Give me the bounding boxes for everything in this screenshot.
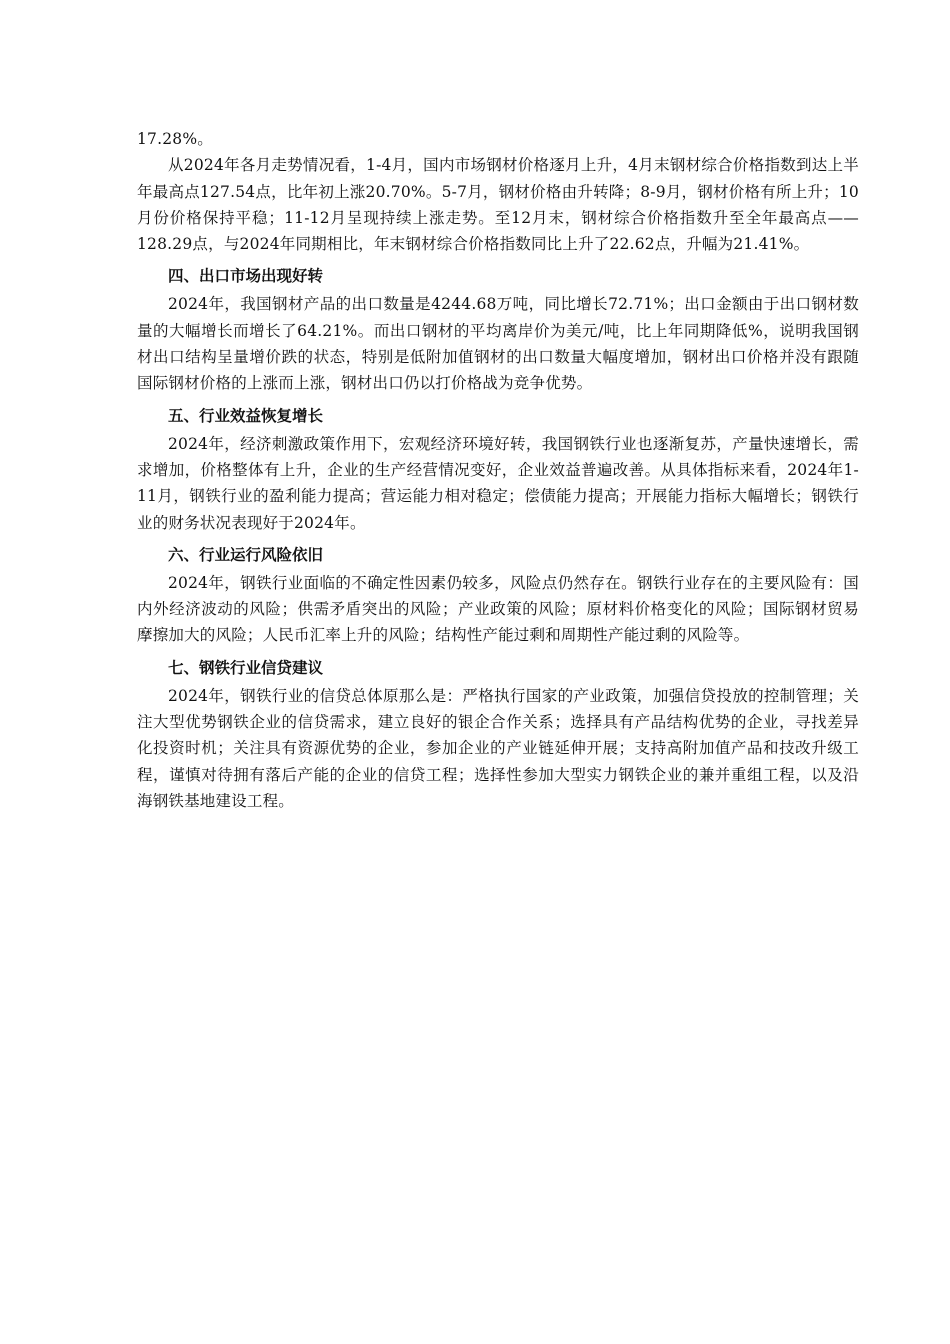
- section-body-profit: 2024年，经济刺激政策作用下，宏观经济环境好转，我国钢铁行业也逐渐复苏，产量快速增长，需求增加，价格整体有上升，企业的生产经营情况变好，企业效益普遍改善。从具体指标来看，2024年1-11月，钢铁行业的盈利能力提高；营运能力相对稳定；偿债能力提高；开展能力指标大幅增长；钢铁行业的财务状况表现好于2024年。: [137, 434, 859, 532]
- section-heading-profit: 五、行业效益恢复增长: [168, 406, 324, 425]
- section-heading-credit: 七、钢铁行业信贷建议: [168, 658, 324, 677]
- document-page: [137, 126, 859, 814]
- continued-paragraph: 17.28%。: [137, 130, 214, 148]
- price-trend-paragraph: 从2024年各月走势情况看，1-4月，国内市场钢材价格逐月上升，4月末钢材综合价格指数到达上半年最高点127.54点，比年初上涨20.70%。5-7月，钢材价格由升转降；8-9月，钢材价格有所上升；10月份价格保持平稳；11-12月呈现持续上涨走势。至12月末，钢材综合价格指数升至全年最高点——128.29点，与2024年同期相比，年末钢材综合价格指数同比上升了22.62点，升幅为21.41%。: [137, 156, 859, 254]
- section-heading-risk: 六、行业运行风险依旧: [168, 545, 324, 564]
- section-body-credit: 2024年，钢铁行业的信贷总体原那么是：严格执行国家的产业政策，加强信贷投放的控制管理；关注大型优势钢铁企业的信贷需求，建立良好的银企合作关系；选择具有产品结构优势的企业，寻找差异化投资时机；关注具有资源优势的企业，参加企业的产业链延伸开展；支持高附加值产品和技改升级工程，谨慎对待拥有落后产能的企业的信贷工程；选择性参加大型实力钢铁企业的兼并重组工程，以及沿海钢铁基地建设工程。: [137, 686, 859, 810]
- section-body-export: 2024年，我国钢材产品的出口数量是4244.68万吨，同比增长72.71%；出口金额由于出口钢材数量的大幅增长而增长了64.21%。而出口钢材的平均离岸价为美元/吨，比上年同期降低%，说明我国钢材出口结构呈量增价跌的状态，特别是低附加值钢材的出口数量大幅度增加，钢材出口价格并没有跟随国际钢材价格的上涨而上涨，钢材出口仍以打价格战为竞争优势。: [137, 295, 859, 393]
- section-heading-export: 四、出口市场出现好转: [168, 267, 324, 286]
- section-body-risk: 2024年，钢铁行业面临的不确定性因素仍较多，风险点仍然存在。钢铁行业存在的主要风险有：国内外经济波动的风险；供需矛盾突出的风险；产业政策的风险；原材料价格变化的风险；国际钢材贸易摩擦加大的风险；人民币汇率上升的风险；结构性产能过剩和周期性产能过剩的风险等。: [137, 573, 859, 645]
